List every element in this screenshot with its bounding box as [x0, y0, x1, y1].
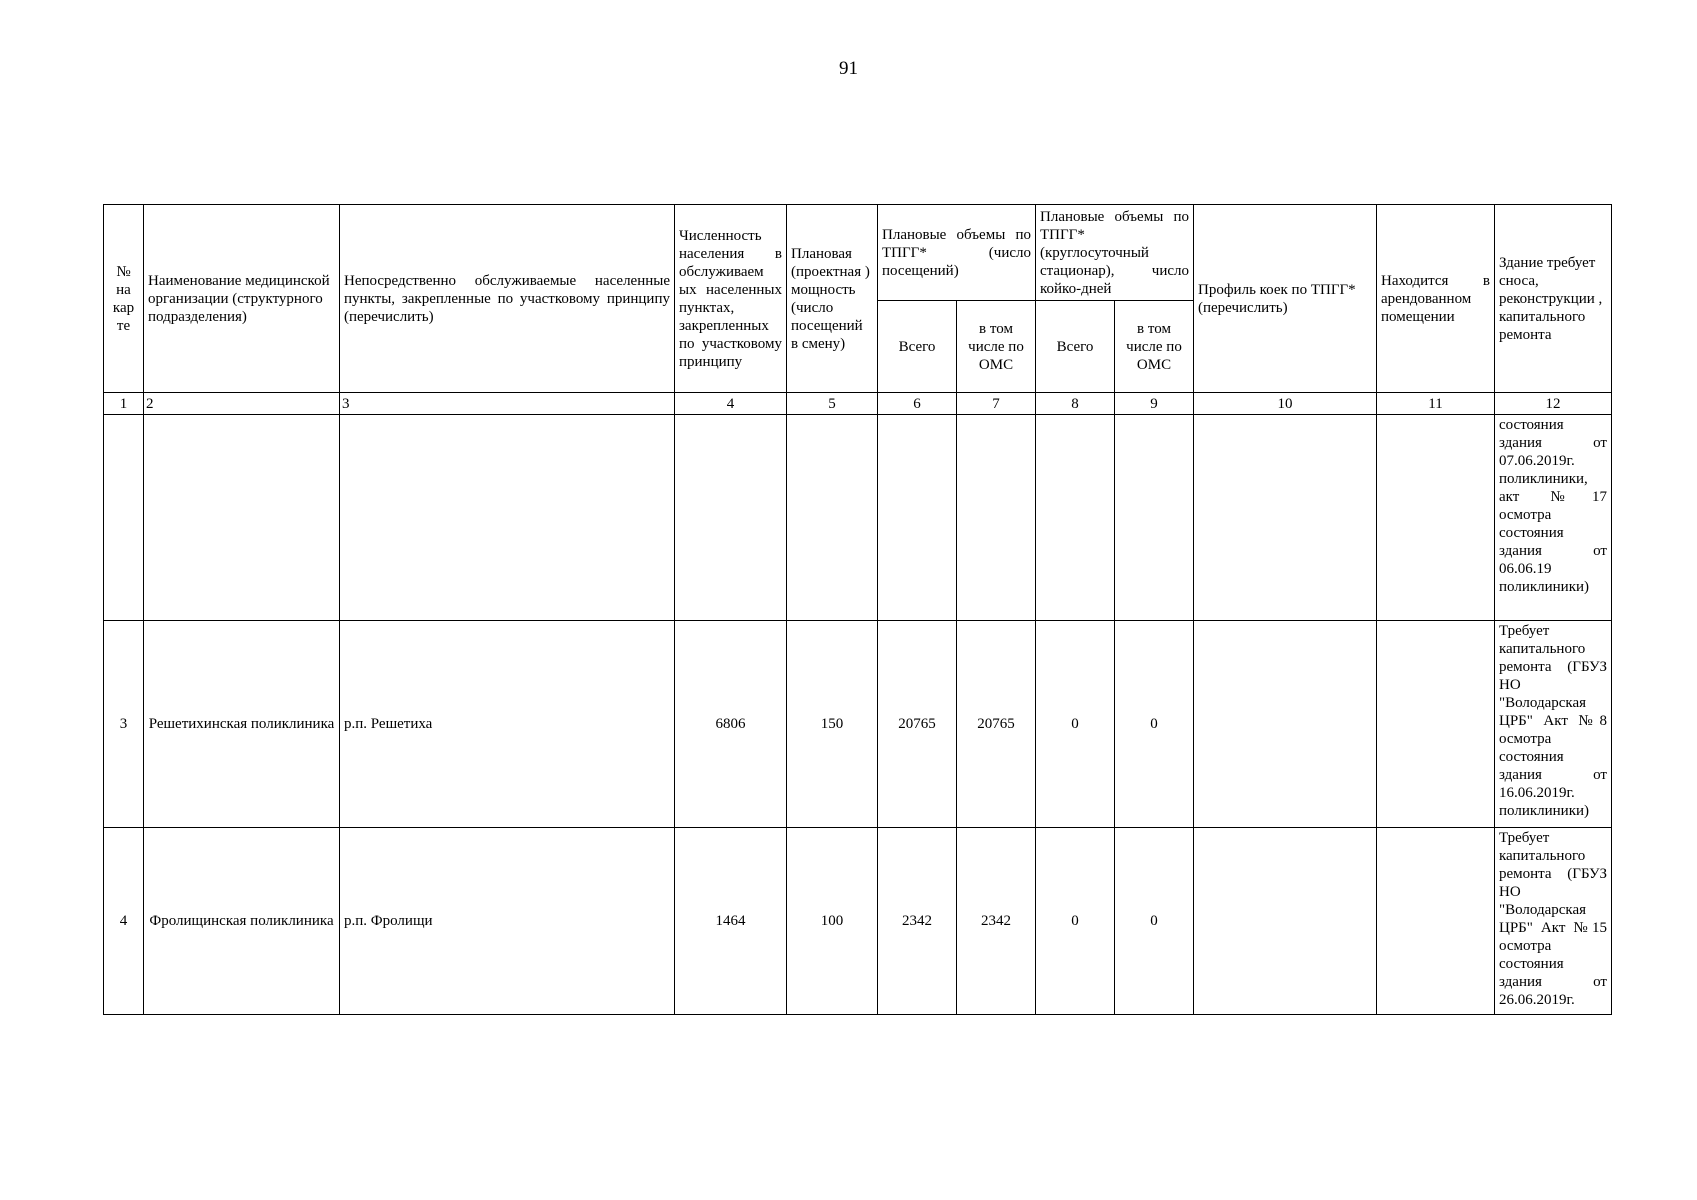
column-number-row: [104, 393, 1612, 415]
settlements: р.п. Решетиха: [340, 621, 675, 828]
table-row: [104, 621, 1612, 828]
header-col-7: в том числе по ОМС: [957, 301, 1036, 393]
settlements: р.п. Фролищи: [340, 828, 675, 1015]
beds-total: 0: [1036, 621, 1115, 828]
col-number: 9: [1115, 393, 1194, 415]
beds-oms: 0: [1115, 828, 1194, 1015]
visits-total: [878, 415, 957, 621]
building-condition: Требует капитального ремонта (ГБУЗ НО "Володарская ЦРБ" Акт №15 осмотра состояния здания от 26.06.2019г.: [1495, 828, 1612, 1015]
header-col-2: Наименование медицинской организации (структурного подразделения): [144, 205, 340, 393]
col-number: 7: [957, 393, 1036, 415]
header-col-8: Всего: [1036, 301, 1115, 393]
population: [675, 415, 787, 621]
col-number: 2: [144, 393, 340, 415]
col-number: 4: [675, 393, 787, 415]
header-col-3: Непосредственно обслуживаемые населенные пункты, закрепленные по участковому принципу (перечислить): [340, 205, 675, 393]
building-condition: Требует капитального ремонта (ГБУЗ НО "Володарская ЦРБ" Акт №8 осмотра состояния здания от 16.06.2019г. поликлиники): [1495, 621, 1612, 828]
header-row-top: [104, 205, 1612, 301]
organization-name: Фролищинская поликлиника: [144, 828, 340, 1015]
rented: [1377, 828, 1495, 1015]
header-col-8-9: Плановые объемы по ТПГГ* (круглосуточный стационар), число койко-дней: [1036, 205, 1194, 301]
visits-oms: 20765: [957, 621, 1036, 828]
rented: [1377, 621, 1495, 828]
row-number: 4: [104, 828, 144, 1015]
header-col-5: Плановая (проектная ) мощность (число посещений в смену): [787, 205, 878, 393]
table-row: [104, 828, 1612, 1015]
beds-total: [1036, 415, 1115, 621]
header-col-6-7: Плановые объемы по ТПГГ* (число посещений): [878, 205, 1036, 301]
col-number: 11: [1377, 393, 1495, 415]
rented: [1377, 415, 1495, 621]
beds-oms: [1115, 415, 1194, 621]
bed-profile: [1194, 415, 1377, 621]
visits-total: 2342: [878, 828, 957, 1015]
col-number: 1: [104, 393, 144, 415]
col-number: 12: [1495, 393, 1612, 415]
population: 6806: [675, 621, 787, 828]
capacity: [787, 415, 878, 621]
building-condition: состояния здания от 07.06.2019г. поликлиники, акт №17 осмотра состояния здания от 06.06.19 поликлиники): [1495, 415, 1612, 621]
row-number: 3: [104, 621, 144, 828]
bed-profile: [1194, 828, 1377, 1015]
row-number: [104, 415, 144, 621]
beds-total: 0: [1036, 828, 1115, 1015]
capacity: 100: [787, 828, 878, 1015]
capacity: 150: [787, 621, 878, 828]
col-number: 5: [787, 393, 878, 415]
col-number: 10: [1194, 393, 1377, 415]
beds-oms: 0: [1115, 621, 1194, 828]
col-number: 6: [878, 393, 957, 415]
col-number: 3: [340, 393, 675, 415]
col-number: 8: [1036, 393, 1115, 415]
settlements: [340, 415, 675, 621]
page-number: 91: [839, 58, 858, 79]
visits-oms: 2342: [957, 828, 1036, 1015]
population: 1464: [675, 828, 787, 1015]
visits-oms: [957, 415, 1036, 621]
header-col-11: Находится в арендованном помещении: [1377, 205, 1495, 393]
facilities-table: [103, 204, 1612, 1015]
organization-name: [144, 415, 340, 621]
organization-name: Решетихинская поликлиника: [144, 621, 340, 828]
header-col-6: Всего: [878, 301, 957, 393]
header-col-1: № на кар те: [104, 205, 144, 393]
table-row: [104, 415, 1612, 621]
header-col-10: Профиль коек по ТПГГ* (перечислить): [1194, 205, 1377, 393]
visits-total: 20765: [878, 621, 957, 828]
bed-profile: [1194, 621, 1377, 828]
header-col-4: Численность населения в обслуживаем ых населенных пунктах, закрепленных по участковому принципу: [675, 205, 787, 393]
header-col-12: Здание требует сноса, реконструкции , капитального ремонта: [1495, 205, 1612, 393]
header-col-9: в том числе по ОМС: [1115, 301, 1194, 393]
